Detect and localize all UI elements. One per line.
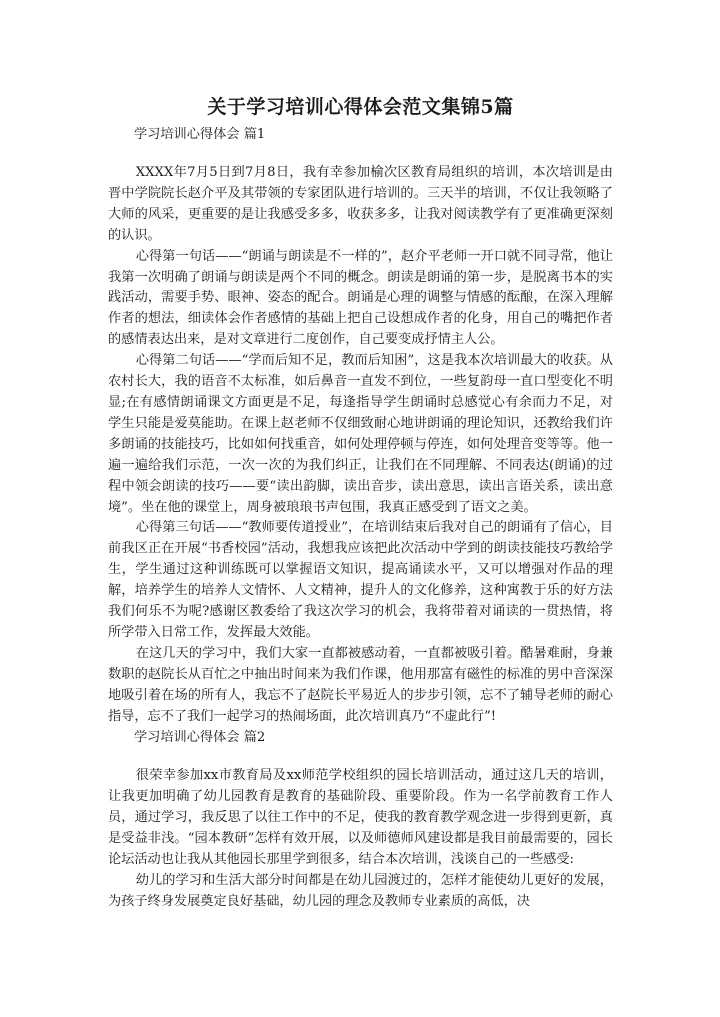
paragraph: 心得第三句话——“教师要传道授业”，在培训结束后我对自己的朗诵有了信心，目前我区正在开展“书香校园”活动，我想我应该把此次活动中学到的朗读技能技巧教给学生，学生通过这种训练既可以掌握语文知识，提高诵读水平，又可以增强对作品的理解，培养学生的培养人文情怀、人文精神，提升人的文化修养，这种寓教于乐的好方法我们何乐不为呢?感谢区教委给了我这次学习的机会，我将带着对诵读的一贯热情，将所学带入日常工作，发挥最大效能。: [108, 520, 613, 640]
paragraph: 幼儿的学习和生活大部分时间都是在幼儿园渡过的，怎样才能使幼儿更好的发展，为孩子终身发展奠定良好基础，幼儿园的理念及教师专业素质的高低，决: [108, 873, 613, 909]
section-heading: 学习培训心得体会 篇2: [134, 730, 266, 746]
section-spacer: [108, 145, 613, 163]
paragraph: 在这几天的学习中，我们大家一直都被感动着，一直都被吸引着。酷暑难耐，身兼数职的赵院长从百忙之中抽出时间来为我们作课，他用那富有磁性的标准的男中音深深地吸引着在场的所有人，我忘不了赵院长平易近人的步步引领，忘不了辅导老师的耐心指导，忘不了我们一起学习的热闹场面，此次培训真乃“不虚此行”!: [108, 645, 613, 724]
document-title: 关于学习培训心得体会范文集锦5篇: [207, 96, 514, 118]
section-2: [108, 727, 613, 912]
paragraph: XXXX年7月5日到7月8日，我有幸参加榆次区教育局组织的培训，本次培训是由晋中学院院长赵介平及其带领的专家团队进行培训的。三天半的培训，不仅让我领略了大师的风采，更重要的是让我感受多多，收获多多，让我对阅读教学有了更准确更深刻的认识。: [108, 165, 613, 243]
paragraph: 心得第一句话——“朗诵与朗读是不一样的”，赵介平老师一开口就不同寻常，他让我第一次明确了朗诵与朗读是两个不同的概念。朗读是朗诵的第一步，是脱离书本的实践活动，需要手势、眼神、姿态的配合。朗诵是心理的调整与情感的酝酿，在深入理解作者的想法，细读体会作者感情的基础上把自己设想成作者的化身，用自己的嘴把作者的感情表达出来，是对文章进行二度创作，自己要变成抒情主人公。: [108, 248, 613, 348]
section-spacer: [108, 748, 613, 766]
document-page: [108, 96, 613, 913]
section-1: [108, 124, 613, 727]
paragraph: 很荣幸参加xx市教育局及xx师范学校组织的园长培训活动，通过这几天的培训，让我更加明确了幼儿园教育是教育的基础阶段、重要阶段。作为一名学前教育工作人员，通过学习，我反思了以往工作中的不足，使我的教育教学观念进一步得到更新，真是受益非浅。“园本教研”怎样有效开展，以及师德师风建设都是我目前最需要的，园长论坛活动也让我从其他园长那里学到很多，结合本次培训，浅谈自己的一些感受:: [108, 768, 613, 868]
section-heading: 学习培训心得体会 篇1: [134, 127, 266, 142]
paragraph: 心得第二句话——“学而后知不足，教而后知困”，这是我本次培训最大的收获。从农村长大，我的语音不太标准，如后鼻音一直发不到位，一些复韵母一直口型变化不明显;在有感情朗诵课文方面更是不足，每逢指导学生朗诵时总感觉心有余而力不足，对学生只能是爱莫能助。在课上赵老师不仅细致耐心地讲朗诵的理论知识，还教给我们许多朗诵的技能技巧，比如如何找重音，如何处理停顿与停连，如何处理音变等等。他一遍一遍给我们示范，一次一次的为我们纠正，让我们在不同理解、不同表达(朗诵)的过程中领会朗读的技巧——要“读出韵脚，读出音步，读出意思，读出言语关系，读出意境”。坐在他的课堂上，周身被琅琅书声包围，我真正感受到了语文之美。: [108, 353, 613, 515]
